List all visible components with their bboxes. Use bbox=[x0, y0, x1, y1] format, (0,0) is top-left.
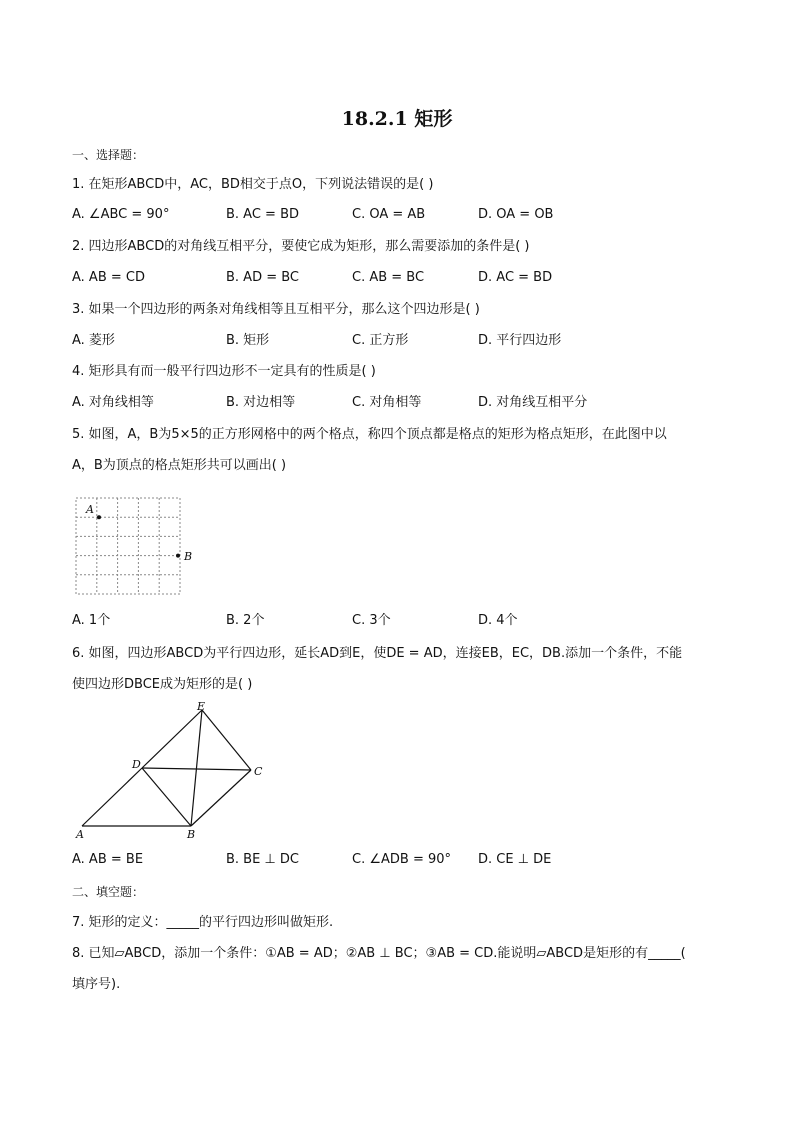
question-3-stem: 3. 如果一个四边形的两条对角线相等且互相平分，那么这个四边形是( ) bbox=[72, 302, 480, 317]
option-a[interactable]: A. 对角线相等 bbox=[72, 395, 154, 410]
question-5-stem-line1: 5. 如图，A，B为5×5的正方形网格中的两个格点，称四个顶点都是格点的矩形为格点矩形，在此图中以 bbox=[72, 427, 667, 442]
segment-de bbox=[142, 710, 202, 768]
segment-bc bbox=[191, 770, 251, 826]
segment-ec bbox=[202, 710, 251, 770]
option-c[interactable]: C. 对角相等 bbox=[352, 395, 422, 410]
section-heading-choice: 一、选择题： bbox=[72, 148, 145, 162]
question-3-options bbox=[72, 331, 732, 351]
question-5-options bbox=[72, 611, 732, 631]
option-a[interactable]: A. AB = CD bbox=[72, 270, 145, 285]
option-b[interactable]: B. AD = BC bbox=[226, 270, 300, 285]
point-a bbox=[97, 515, 101, 519]
option-d[interactable]: D. 4个 bbox=[478, 613, 518, 628]
label-b: B bbox=[184, 550, 193, 563]
parallelogram-figure bbox=[70, 698, 280, 840]
option-b[interactable]: B. BE ⊥ DC bbox=[226, 852, 299, 867]
grid-figure bbox=[70, 492, 200, 600]
section-heading-fill: 二、填空题： bbox=[72, 885, 145, 899]
option-a[interactable]: A. ∠ABC = 90° bbox=[72, 207, 170, 222]
option-c[interactable]: C. AB = BC bbox=[352, 270, 425, 285]
option-b[interactable]: B. 2个 bbox=[226, 613, 265, 628]
question-4-options bbox=[72, 393, 732, 413]
question-7-stem: 7. 矩形的定义：_____的平行四边形叫做矩形. bbox=[72, 915, 334, 930]
question-6-stem-line1: 6. 如图，四边形ABCD为平行四边形，延长AD到E，使DE = AD，连接EB，EC，DB.添加一个条件，不能 bbox=[72, 646, 683, 661]
segment-eb bbox=[191, 710, 202, 826]
option-b[interactable]: B. 对边相等 bbox=[226, 395, 296, 410]
question-4-stem: 4. 矩形具有而一般平行四边形不一定具有的性质是( ) bbox=[72, 364, 376, 379]
option-c[interactable]: C. 正方形 bbox=[352, 333, 409, 348]
question-1-options bbox=[72, 205, 732, 225]
option-d[interactable]: D. OA = OB bbox=[478, 207, 554, 222]
option-c[interactable]: C. 3个 bbox=[352, 613, 391, 628]
question-1-stem: 1. 在矩形ABCD中，AC，BD相交于点O，下列说法错误的是( ) bbox=[72, 177, 434, 192]
option-c[interactable]: C. OA = AB bbox=[352, 207, 426, 222]
option-d[interactable]: D. 平行四边形 bbox=[478, 333, 562, 348]
option-b[interactable]: B. 矩形 bbox=[226, 333, 270, 348]
question-2-options bbox=[72, 268, 732, 288]
label-b: B bbox=[187, 828, 196, 840]
label-c: C bbox=[254, 765, 263, 778]
option-a[interactable]: A. 菱形 bbox=[72, 333, 115, 348]
segment-db bbox=[142, 768, 191, 826]
option-d[interactable]: D. CE ⊥ DE bbox=[478, 852, 552, 867]
question-6-options bbox=[72, 850, 732, 870]
option-d[interactable]: D. AC = BD bbox=[478, 270, 553, 285]
option-d[interactable]: D. 对角线互相平分 bbox=[478, 395, 588, 410]
point-b bbox=[176, 554, 180, 558]
question-6-stem-line2: 使四边形DBCE成为矩形的是( ) bbox=[72, 677, 253, 692]
segment-ad bbox=[82, 768, 142, 826]
question-8-stem-line2: 填序号). bbox=[72, 977, 121, 992]
page-title: 18.2.1 矩形 bbox=[341, 108, 453, 130]
option-a[interactable]: A. AB = BE bbox=[72, 852, 144, 867]
label-d: D bbox=[132, 758, 141, 771]
option-c[interactable]: C. ∠ADB = 90° bbox=[352, 852, 452, 867]
option-b[interactable]: B. AC = BD bbox=[226, 207, 300, 222]
label-a: A bbox=[86, 503, 94, 516]
question-8-stem-line1: 8. 已知▱ABCD，添加一个条件：①AB = AD；②AB ⊥ BC；③AB = CD.能说明▱ABCD是矩形的有_____( bbox=[72, 946, 686, 961]
option-a[interactable]: A. 1个 bbox=[72, 613, 111, 628]
label-e: E bbox=[197, 700, 206, 713]
label-a: A bbox=[76, 828, 84, 840]
question-2-stem: 2. 四边形ABCD的对角线互相平分，要使它成为矩形，那么需要添加的条件是( ) bbox=[72, 239, 530, 254]
question-5-stem-line2: A，B为顶点的格点矩形共可以画出( ) bbox=[72, 458, 287, 473]
